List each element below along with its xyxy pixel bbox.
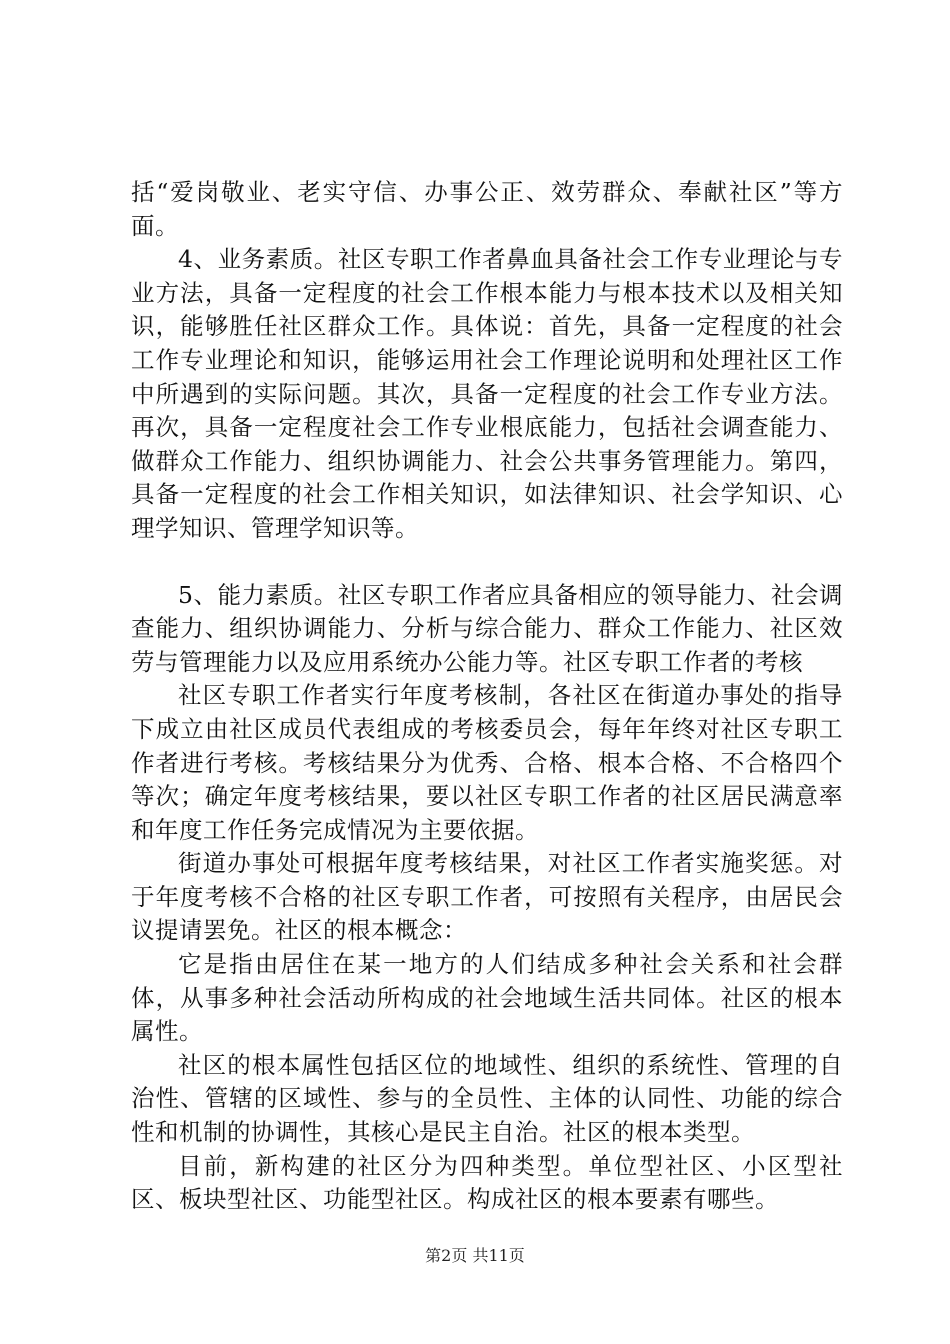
paragraph-annual-assessment: 社区专职工作者实行年度考核制，各社区在街道办事处的指导下成立由社区成员代表组成的考核委员会，每年年终对社区专职工作者进行考核。考核结果分为优秀、合格、根本合格、不合格四个等次；确定年度考核结果，要以社区专职工作者的社区居民满意率和年度工作任务完成情况为主要依据。 bbox=[131, 681, 843, 844]
paragraph-community-concept: 它是指由居住在某一地方的人们结成多种社会关系和社会群体，从事多种社会活动所构成的社会地域生活共同体。社区的根本属性。 bbox=[131, 950, 843, 1046]
paragraph-business-quality: 4、业务素质。社区专职工作者鼻血具备社会工作专业理论与专业方法，具备一定程度的社会工作根本能力与根本技术以及相关知识，能够胜任社区群众工作。具体说：首先，具备一定程度的社会工作专业理论和知识，能够运用社会工作理论说明和处理社区工作中所遇到的实际问题。其次，具备一定程度的社会工作专业方法。再次，具备一定程度社会工作专业根底能力，包括社会调查能力、做群众工作能力、组织协调能力、社会公共事务管理能力。第四，具备一定程度的社会工作相关知识，如法律知识、社会学知识、心理学知识、管理学知识等。 bbox=[131, 245, 843, 542]
paragraph-rewards-penalties: 街道办事处可根据年度考核结果，对社区工作者实施奖惩。对于年度考核不合格的社区专职工作者，可按照有关程序，由居民会议提请罢免。社区的根本概念： bbox=[131, 849, 843, 945]
paragraph-community-attributes: 社区的根本属性包括区位的地域性、组织的系统性、管理的自治性、管辖的区域性、参与的全员性、主体的认同性、功能的综合性和机制的协调性，其核心是民主自治。社区的根本类型。 bbox=[131, 1050, 843, 1147]
document-body bbox=[131, 176, 843, 1217]
paragraph-continuation: 括“爱岗敬业、老实守信、办事公正、效劳群众、奉献社区”等方面。 bbox=[131, 178, 843, 240]
page-number-footer: 第2页 共11页 bbox=[425, 1246, 525, 1265]
paragraph-community-types: 目前，新构建的社区分为四种类型。单位型社区、小区型社区、板块型社区、功能型社区。构成社区的根本要素有哪些。 bbox=[131, 1151, 843, 1214]
paragraph-ability-quality: 5、能力素质。社区专职工作者应具备相应的领导能力、社会调查能力、组织协调能力、分析与综合能力、群众工作能力、社区效劳与管理能力以及应用系统办公能力等。社区专职工作者的考核 bbox=[131, 580, 843, 676]
